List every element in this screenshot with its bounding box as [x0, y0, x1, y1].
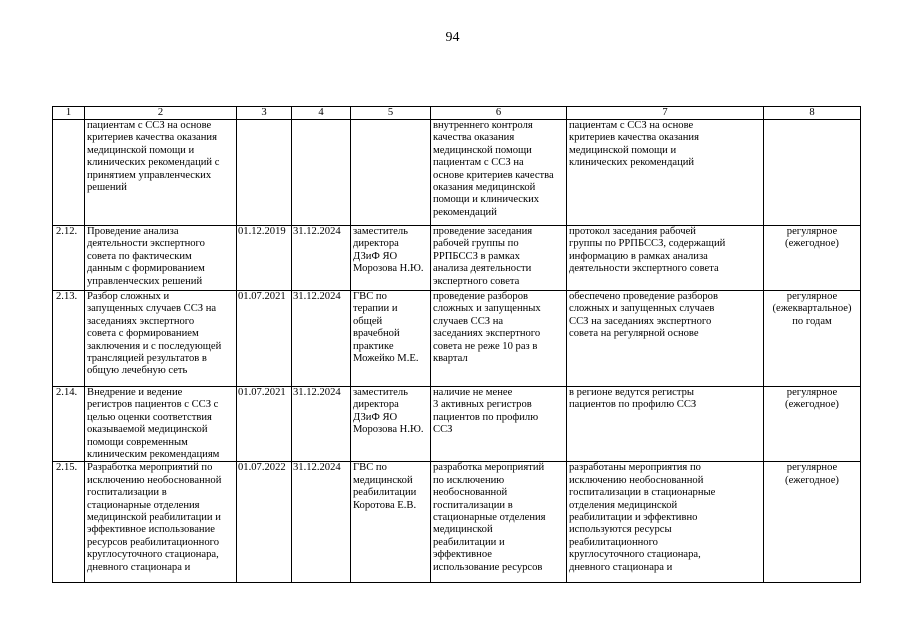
cell-line: медицинской	[433, 524, 493, 536]
cell-line: медицинской реабилитации и	[87, 512, 221, 524]
cell-line: группы по РРПБССЗ, содержащий	[569, 238, 726, 250]
cell-line: круглосуточного стационара,	[569, 549, 701, 561]
cell-line: пациентам с ССЗ на основе	[569, 120, 694, 131]
cell-line: данным с формированием	[87, 263, 205, 275]
column-header: 2	[85, 107, 237, 120]
cell-line: медицинской	[353, 474, 413, 486]
result-cell	[567, 462, 764, 583]
result-cell	[567, 120, 764, 226]
cell-line: оказываемой медицинской	[87, 424, 208, 436]
cell-line: совета на регулярной основе	[569, 328, 699, 340]
cell-line: помощи и клинических	[433, 194, 540, 206]
indicator-cell	[431, 291, 567, 387]
column-header: 1	[53, 107, 85, 120]
cell-line: (ежегодное)	[785, 474, 839, 486]
cell-line: заместитель	[353, 387, 409, 398]
cell-line: ГВС по	[353, 291, 387, 302]
column-header: 4	[292, 107, 351, 120]
cell-line: терапии и	[353, 303, 398, 315]
periodicity-cell	[764, 291, 861, 387]
cell-line: клинических рекомендаций с	[87, 157, 220, 169]
indicator-cell	[431, 226, 567, 291]
periodicity-cell	[764, 462, 861, 583]
cell-line: отделения медицинской	[569, 499, 678, 511]
cell-line: проведение заседания	[433, 226, 533, 237]
cell-line: реабилитации	[353, 487, 417, 499]
cell-line: стационарные отделения	[433, 512, 546, 524]
cell-line: медицинской помощи	[433, 144, 532, 156]
cell-line: госпитализации в	[87, 487, 167, 499]
responsible-cell	[351, 120, 431, 226]
cell-line: медицинской помощи и	[87, 144, 195, 156]
row-number-cell: 2.14.	[53, 387, 85, 462]
cell-line: разработаны мероприятия по	[569, 462, 701, 474]
cell-line: клинических рекомендаций	[569, 157, 695, 169]
cell-line: пациентам с ССЗ на	[433, 157, 524, 169]
responsible-cell	[351, 291, 431, 387]
cell-line: рекомендаций	[433, 206, 497, 218]
cell-line: совета с формированием	[87, 328, 199, 340]
column-header: 3	[237, 107, 292, 120]
result-cell	[567, 387, 764, 462]
cell-line: пациентов по профилю ССЗ	[569, 399, 697, 411]
cell-line: трансляцией результатов в	[87, 353, 207, 365]
cell-line: заключения и с последующей	[87, 340, 222, 352]
cell-line: деятельности экспертного	[87, 238, 205, 250]
result-cell	[567, 226, 764, 291]
cell-line: Внедрение и ведение	[87, 387, 183, 398]
cell-line: госпитализации в стационарные	[569, 487, 716, 499]
cell-line: исключению необоснованной	[569, 474, 704, 486]
table-row	[53, 291, 861, 387]
cell-line: директора	[353, 399, 399, 411]
column-header: 8	[764, 107, 861, 120]
responsible-cell	[351, 462, 431, 583]
cell-line: эффективное	[433, 549, 492, 561]
cell-line: реабилитационного	[569, 536, 658, 548]
cell-line: Морозова Н.Ю.	[353, 263, 424, 275]
cell-line: (ежегодное)	[785, 238, 839, 250]
cell-line: сложных и запущенных случаев	[569, 303, 715, 315]
end-date-cell: 31.12.2024	[292, 226, 351, 291]
cell-line: пациентам с ССЗ на основе	[87, 120, 212, 131]
cell-line: дневного стационара и	[569, 561, 673, 573]
responsible-cell	[351, 226, 431, 291]
cell-line: критериев качества оказания	[87, 132, 217, 144]
cell-line: случаев ССЗ на	[433, 315, 504, 327]
cell-line: проведение разборов	[433, 291, 529, 302]
page-number: 94	[445, 30, 460, 45]
end-date-cell: 31.12.2024	[292, 387, 351, 462]
end-date-cell: 31.12.2024	[292, 291, 351, 387]
cell-line: Можейко М.Е.	[353, 353, 419, 365]
measure-cell	[85, 120, 237, 226]
periodicity-cell	[764, 226, 861, 291]
measure-cell	[85, 462, 237, 583]
cell-line: совета не реже 10 раз в	[433, 340, 538, 352]
measure-cell	[85, 226, 237, 291]
cell-line: регулярное	[786, 226, 838, 237]
cell-line: дневного стационара и	[87, 561, 191, 573]
cell-line: критериев качества оказания	[569, 132, 699, 144]
start-date-cell	[237, 120, 292, 226]
cell-line: директора	[353, 238, 399, 250]
cell-line: основе критериев качества	[433, 169, 554, 181]
cell-line: качества оказания	[433, 132, 515, 144]
cell-line: запущенных случаев ССЗ на	[87, 303, 217, 315]
cell-line: деятельности экспертного совета	[569, 263, 719, 275]
cell-line: Коротова Е.В.	[353, 499, 417, 511]
row-number-cell: 2.15.	[53, 462, 85, 583]
column-header: 6	[431, 107, 567, 120]
table-row	[53, 462, 861, 583]
cell-line: ресурсов реабилитационного	[87, 536, 220, 548]
table-row	[53, 120, 861, 226]
cell-line: медицинской помощи и	[569, 144, 677, 156]
cell-line: в регионе ведутся регистры	[569, 387, 695, 398]
table-row	[53, 387, 861, 462]
cell-line: исключению необоснованной	[87, 474, 222, 486]
cell-line: общей	[353, 315, 383, 327]
table-header-row	[53, 107, 861, 120]
responsible-cell	[351, 387, 431, 462]
cell-line: Разработка мероприятий по	[87, 462, 213, 474]
cell-line: заместитель	[353, 226, 409, 237]
table-row	[53, 226, 861, 291]
cell-line: (ежеквартальное)	[772, 303, 852, 315]
cell-line: пациентов по профилю	[433, 411, 539, 423]
cell-line: наличие не менее	[433, 387, 513, 398]
cell-line: врачебной	[353, 328, 400, 340]
row-number-cell: 2.12.	[53, 226, 85, 291]
cell-line: регулярное	[786, 462, 838, 474]
cell-line: информацию в рамках анализа	[569, 250, 708, 262]
cell-line: реабилитации и	[433, 536, 505, 548]
measure-cell	[85, 387, 237, 462]
cell-line: ДЗиФ ЯО	[353, 411, 398, 423]
start-date-cell: 01.12.2019	[237, 226, 292, 291]
cell-line: ДЗиФ ЯО	[353, 250, 398, 262]
cell-line: используются ресурсы	[569, 524, 672, 536]
cell-line: решений	[87, 182, 127, 194]
cell-line: помощи современным	[87, 436, 188, 448]
cell-line: регулярное	[786, 387, 838, 398]
cell-line: целью оценки соответствия	[87, 411, 212, 423]
cell-line: 3 активных регистров	[433, 399, 532, 411]
cell-line: Проведение анализа	[87, 226, 179, 237]
cell-line: Разбор сложных и	[87, 291, 170, 302]
cell-line: заседаниях экспертного	[87, 315, 195, 327]
column-header: 7	[567, 107, 764, 120]
cell-line: рабочей группы по	[433, 238, 519, 250]
cell-line: сложных и запущенных	[433, 303, 541, 315]
cell-line: ССЗ на заседаниях экспертного	[569, 315, 712, 327]
measures-table	[52, 106, 861, 583]
row-number-cell	[53, 120, 85, 226]
start-date-cell: 01.07.2021	[237, 291, 292, 387]
cell-line: экспертного совета	[433, 275, 520, 287]
cell-line: использование ресурсов	[433, 561, 543, 573]
start-date-cell: 01.07.2021	[237, 387, 292, 462]
column-header: 5	[351, 107, 431, 120]
cell-line: внутреннего контроля	[433, 120, 533, 131]
cell-line: заседаниях экспертного	[433, 328, 541, 340]
cell-line: реабилитации и эффективно	[569, 512, 698, 524]
measure-cell	[85, 291, 237, 387]
result-cell	[567, 291, 764, 387]
cell-line: разработка мероприятий	[433, 462, 545, 474]
cell-line: регулярное	[786, 291, 838, 302]
cell-line: необоснованной	[433, 487, 508, 499]
cell-line: обеспечено проведение разборов	[569, 291, 718, 302]
start-date-cell: 01.07.2022	[237, 462, 292, 583]
periodicity-cell	[764, 120, 861, 226]
cell-line: управленческих решений	[87, 275, 203, 287]
end-date-cell	[292, 120, 351, 226]
cell-line: анализа деятельности	[433, 263, 532, 275]
row-number-cell: 2.13.	[53, 291, 85, 387]
cell-line: квартал	[433, 353, 468, 365]
cell-line: клиническим рекомендациям	[87, 449, 220, 461]
indicator-cell	[431, 462, 567, 583]
indicator-cell	[431, 387, 567, 462]
cell-line: оказания медицинской	[433, 182, 536, 194]
periodicity-cell	[764, 387, 861, 462]
cell-line: протокол заседания рабочей	[569, 226, 696, 237]
cell-line: госпитализации в	[433, 499, 513, 511]
cell-line: общую лечебную сеть	[87, 365, 188, 377]
cell-line: ССЗ	[433, 424, 453, 436]
cell-line: по годам	[792, 315, 832, 327]
cell-line: эффективное использование	[87, 524, 215, 536]
cell-line: практике	[353, 340, 394, 352]
cell-line: совета по фактическим	[87, 250, 192, 262]
cell-line: регистров пациентов с ССЗ с	[87, 399, 219, 411]
cell-line: круглосуточного стационара,	[87, 549, 219, 561]
cell-line: РРПБССЗ в рамках	[433, 250, 520, 262]
cell-line: по исключению	[433, 474, 505, 486]
indicator-cell	[431, 120, 567, 226]
cell-line: Морозова Н.Ю.	[353, 424, 424, 436]
cell-line: стационарные отделения	[87, 499, 200, 511]
cell-line: ГВС по	[353, 462, 387, 474]
cell-line: (ежегодное)	[785, 399, 839, 411]
end-date-cell: 31.12.2024	[292, 462, 351, 583]
cell-line: принятием управленческих	[87, 169, 212, 181]
